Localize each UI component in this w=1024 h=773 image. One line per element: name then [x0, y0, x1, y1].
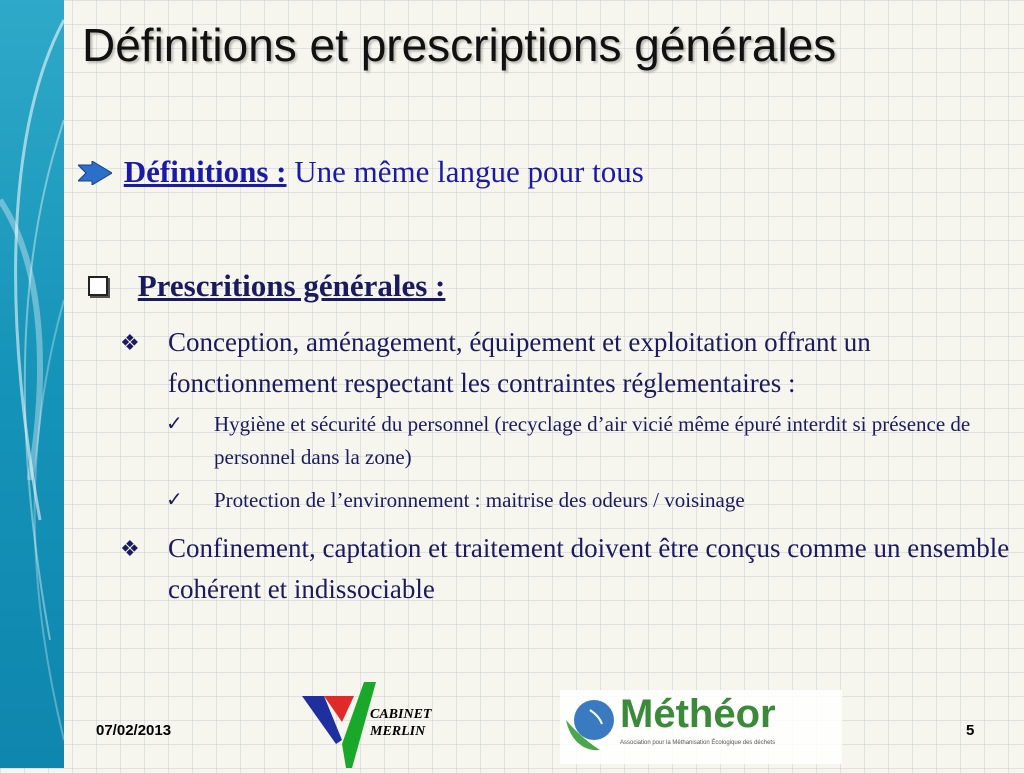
- list-item-text: Protection de l’environnement : maitrise des odeurs / voisinage: [214, 488, 745, 512]
- slide-title: Définitions et prescriptions générales: [82, 19, 837, 71]
- footer-date: 07/02/2013: [96, 722, 172, 739]
- leaf-globe-icon: [560, 690, 620, 764]
- check-bullet-icon: ✓: [166, 413, 183, 435]
- merlin-line1: CABINET: [370, 707, 432, 722]
- list-item-text: Hygiène et sécurité du personnel (recyclage d’air vicié même épuré interdit si présence de personnel dans la zone): [214, 412, 971, 469]
- prescriptions-label: Prescritions générales :: [137, 268, 446, 303]
- page-number: 5: [966, 722, 975, 739]
- prescriptions-heading: [88, 268, 445, 304]
- list-item-text: Confinement, captation et traitement doivent être conçus comme un ensemble cohérent et indissociable: [168, 533, 1010, 604]
- list-item: [120, 528, 1020, 610]
- check-bullet-icon: ✓: [166, 489, 183, 511]
- definitions-text: Une même langue pour tous: [294, 154, 644, 189]
- swirl-decoration: [0, 0, 64, 768]
- list-item: [120, 322, 1020, 404]
- diamond-bullet-icon: ❖: [120, 330, 140, 355]
- checkbox-bullet-icon: [88, 276, 108, 296]
- metheor-name: Méthéor: [620, 692, 776, 736]
- diamond-bullet-icon: ❖: [120, 536, 140, 561]
- definitions-line: [78, 154, 644, 193]
- merlin-line2: MERLIN: [370, 724, 426, 739]
- arrow-bullet-icon: [78, 157, 112, 193]
- metheor-subtitle: Association pour la Méthanisation Écologique des déchets: [620, 740, 776, 746]
- list-item: [166, 484, 1006, 517]
- list-item: [166, 408, 1006, 474]
- metheor-logo: [560, 690, 842, 764]
- left-decorative-bar: [0, 0, 64, 768]
- definitions-label: Définitions :: [123, 154, 287, 189]
- list-item-text: Conception, aménagement, équipement et exploitation offrant un fonctionnement respectant les contraintes réglementaires :: [168, 327, 871, 398]
- merlin-text: [370, 706, 431, 740]
